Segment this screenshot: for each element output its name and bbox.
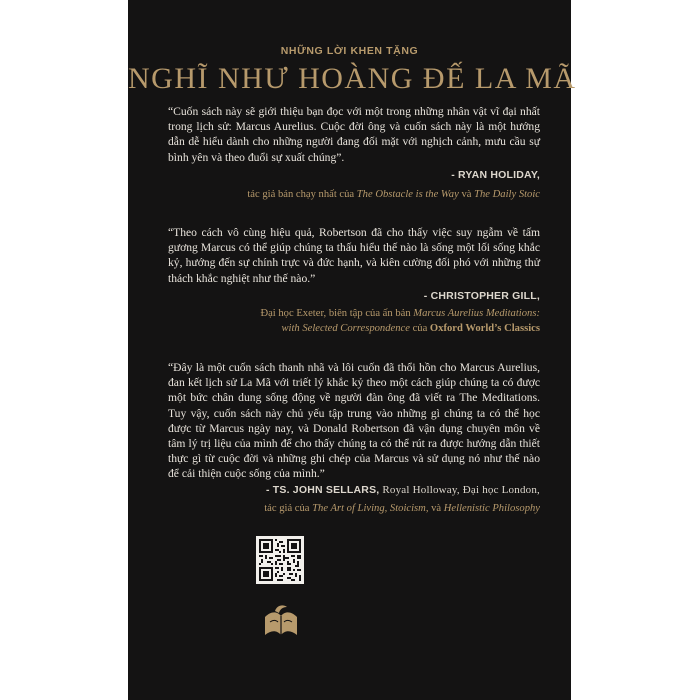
- credit-work: Hellenistic Philosophy: [443, 503, 540, 514]
- review-quote-3: “Đây là một cuốn sách thanh nhã và lôi cuốn đã thổi hồn cho Marcus Aurelius, đan kết lịch sử La Mã với triết lý khắc kỷ theo một cách giúp chúng ta có được một bức chân dung sống động về người đàn ông đã viết ra The Meditations. Tuy vậy, cuốn sách này chủ yếu tập trung vào những gì chúng ta có thể học được từ Marcus ngày nay, và Donald Robertson đã vận dụng chuyên môn về tâm lý trị liệu của mình để cho thấy chúng ta có thể rút ra được hướng dẫn thiết thực gì từ cuộc đời và những ghi chép của Marcus và sử dụng nó như thế nào để cải thiện cuộc sống của mình.”: [168, 361, 540, 481]
- review-author-3: [266, 484, 540, 496]
- praise-kicker: NHỮNG LỜI KHEN TẶNG: [280, 45, 419, 57]
- review-credit-2-line-2: [281, 323, 540, 334]
- credit-publisher: Oxford World’s Classics: [429, 323, 540, 334]
- credit-work: The Art of Living, Stoicism,: [312, 503, 429, 514]
- credit-joiner: và: [428, 503, 444, 514]
- review-quote-2: “Theo cách vô cùng hiệu quả, Robertson đã cho thấy việc suy ngẫm về tấm gương Marcus có thể giúp chúng ta thấu hiểu thế nào là sống một lối sống khắc kỷ, hướng đến sự chính trực và đức hạnh, và kiên cường đối phó với những thử thách khắc nghiệt như thế nào.”: [168, 226, 540, 285]
- review-credit-1: [247, 189, 540, 200]
- author-affiliation: Royal Holloway, Đại học London,: [379, 484, 540, 496]
- credit-work: The Daily Stoic: [474, 189, 540, 200]
- publisher-logo-icon: [261, 603, 301, 639]
- review-quote-1: “Cuốn sách này sẽ giới thiệu bạn đọc với một trong những nhân vật vĩ đại nhất trong lịch sử: Marcus Aurelius. Cuộc đời ông và cuốn sách này là một hướng dẫn dễ hiểu dành cho những người đang đối mặt với nghịch cảnh, mưu cầu sự bình yên và theo đuổi sự xuất chúng”.: [168, 105, 540, 164]
- credit-work: with Selected Correspondence: [281, 323, 410, 334]
- credit-work: Marcus Aurelius Meditations:: [413, 308, 540, 319]
- back-cover: [128, 0, 577, 700]
- credit-joiner: của: [409, 323, 430, 334]
- qr-code-icon: [256, 536, 304, 584]
- credit-work: The Obstacle is the Way: [356, 189, 459, 200]
- credit-prefix: Đại học Exeter, biên tập của ấn bản: [260, 308, 414, 319]
- review-credit-2-line-1: [260, 308, 540, 319]
- qr-code-graphic: [259, 539, 301, 581]
- credit-prefix: tác giả bán chạy nhất của: [247, 189, 357, 200]
- review-author-1: - RYAN HOLIDAY,: [451, 169, 540, 181]
- publisher-logo-graphic: [261, 603, 301, 639]
- book-title: NGHĨ NHƯ HOÀNG ĐẾ LA MÃ: [128, 62, 577, 95]
- credit-prefix: tác giả của: [264, 503, 313, 514]
- review-credit-3: [264, 503, 540, 514]
- credit-joiner: và: [458, 189, 475, 200]
- review-author-2: - CHRISTOPHER GILL,: [423, 290, 540, 302]
- author-name: - TS. JOHN SELLARS,: [265, 484, 380, 496]
